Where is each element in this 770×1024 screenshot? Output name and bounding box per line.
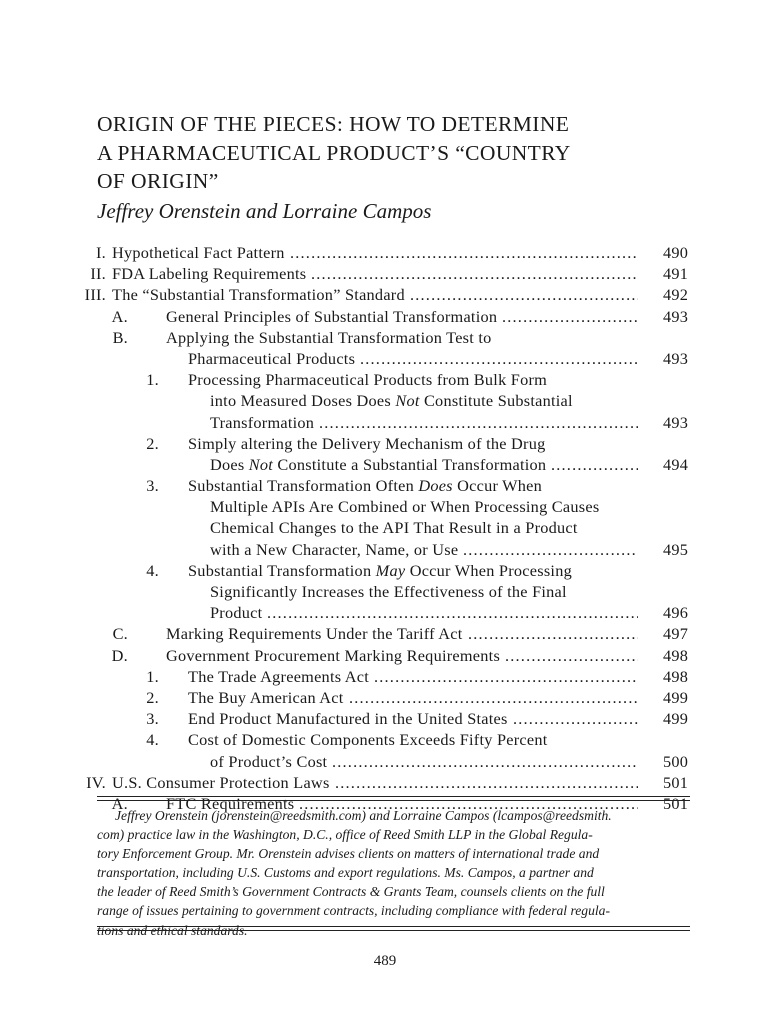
toc-entry-page: 501	[663, 793, 689, 813]
toc-row	[0, 708, 770, 729]
toc-entry-text: Transformation	[210, 412, 315, 432]
toc-row	[0, 454, 770, 475]
toc-row	[0, 390, 770, 411]
article-title	[97, 110, 697, 196]
toc-entry-text: Chemical Changes to the API That Result in a Product	[210, 518, 578, 538]
toc-entry-number: 2.	[146, 687, 159, 707]
toc-row	[0, 687, 770, 708]
toc-entry-text: The “Substantial Transformation” Standard	[112, 285, 405, 305]
toc-entry-number: 4.	[146, 560, 159, 580]
toc-entry-text: The Buy American Act	[188, 687, 344, 707]
toc-entry-number: 2.	[146, 433, 159, 453]
toc-entry-text: Simply altering the Delivery Mechanism of the Drug	[188, 433, 546, 453]
toc-entry-number: 1.	[146, 370, 159, 390]
footnote-line: tory Enforcement Group. Mr. Orenstein advises clients on matters of international trade and	[97, 846, 600, 862]
title-line: ORIGIN OF THE PIECES: HOW TO DETERMINE	[97, 112, 570, 136]
toc-row	[0, 475, 770, 496]
toc-entry-page: 499	[663, 687, 689, 707]
toc-entry-page: 498	[663, 666, 689, 686]
toc-entry-emphasis: Does	[418, 476, 453, 496]
toc-entry-text: Marking Requirements Under the Tariff Act	[166, 624, 463, 644]
toc-entry-page: 493	[663, 348, 689, 368]
toc-row	[0, 242, 770, 263]
toc-row	[0, 623, 770, 644]
toc-entry-number: I.	[96, 243, 106, 262]
toc-entry-text: Pharmaceutical Products	[188, 348, 356, 368]
toc-row	[0, 517, 770, 538]
toc-entry-page: 492	[663, 285, 689, 305]
author-footnote	[97, 806, 690, 940]
toc-entry-page: 493	[663, 306, 689, 326]
toc-entry-page: 490	[663, 243, 689, 262]
toc-row	[0, 581, 770, 602]
footnote-line: Jeffrey Orenstein (jorenstein@reedsmith.com) and Lorraine Campos (lcampos@reedsmith.	[115, 808, 612, 823]
toc-entry-number: 3.	[146, 476, 159, 496]
toc-row	[0, 348, 770, 369]
article-authors: Jeffrey Orenstein and Lorraine Campos	[97, 199, 432, 223]
toc-row	[0, 263, 770, 284]
toc-entry-text: FDA Labeling Requirements	[112, 264, 307, 284]
toc-dot-leader	[410, 284, 638, 305]
table-of-contents	[0, 242, 770, 814]
toc-entry-text: End Product Manufactured in the United States	[188, 709, 508, 729]
toc-entry-number: III.	[84, 285, 106, 305]
toc-dot-leader	[290, 242, 638, 263]
toc-dot-leader	[505, 645, 638, 666]
footnote-line: transportation, including U.S. Customs and export regulations. Ms. Campos, a partner and	[97, 865, 594, 881]
toc-row	[0, 369, 770, 390]
toc-entry-page: 497	[663, 624, 689, 644]
footnote-line: range of issues pertaining to government contracts, including compliance with federal regula-	[97, 903, 610, 919]
toc-entry-page: 495	[663, 539, 689, 559]
toc-entry-page: 500	[663, 751, 689, 771]
toc-dot-leader	[311, 263, 638, 284]
toc-row	[0, 729, 770, 750]
toc-entry-text: U.S. Consumer Protection Laws	[112, 772, 330, 792]
toc-row	[0, 327, 770, 348]
toc-row	[0, 560, 770, 581]
toc-entry-page: 498	[663, 645, 689, 665]
toc-entry-number: B.	[112, 327, 128, 347]
toc-entry-number: A.	[111, 306, 128, 326]
toc-entry-page: 499	[663, 709, 689, 729]
toc-entry-number: II.	[90, 264, 106, 284]
footnote-rule-top	[97, 796, 690, 797]
toc-entry-number: 4.	[146, 730, 159, 750]
toc-row	[0, 433, 770, 454]
title-line: OF ORIGIN”	[97, 169, 219, 193]
toc-entry-text: General Principles of Substantial Transformation	[166, 306, 498, 326]
toc-dot-leader	[267, 602, 638, 623]
toc-entry-text: The Trade Agreements Act	[188, 666, 369, 686]
toc-dot-leader	[513, 708, 638, 729]
toc-entry-emphasis: May	[375, 560, 406, 580]
toc-entry-emphasis: Not	[248, 454, 274, 474]
toc-dot-leader	[551, 454, 638, 475]
toc-dot-leader	[319, 412, 638, 433]
toc-entry-text: with a New Character, Name, or Use	[210, 539, 459, 559]
toc-entry-page: 501	[663, 772, 689, 792]
toc-entry-number: IV.	[86, 772, 106, 792]
toc-row	[0, 284, 770, 305]
toc-entry-text: Hypothetical Fact Pattern	[112, 243, 285, 262]
footnote-line: the leader of Reed Smith’s Government Contracts & Grants Team, counsels clients on the full	[97, 884, 605, 900]
toc-dot-leader	[349, 687, 638, 708]
title-line: A PHARMACEUTICAL PRODUCT’S “COUNTRY	[97, 140, 571, 165]
toc-entry-text: of Product’s Cost	[210, 751, 328, 771]
toc-dot-leader	[463, 539, 638, 560]
toc-entry-text: into Measured Doses Does Not Constitute Substantial	[210, 391, 573, 411]
toc-entry-text: Applying the Substantial Transformation Test to	[166, 327, 492, 347]
footnote-rule-bottom-thin	[97, 926, 690, 927]
toc-entry-text: Significantly Increases the Effectiveness of the Final	[210, 582, 567, 601]
toc-entry-number: A.	[111, 793, 128, 813]
toc-entry-text: Substantial Transformation May Occur When Processing	[188, 560, 572, 580]
toc-entry-number: D.	[111, 645, 128, 665]
toc-entry-text: Does Not Constitute a Substantial Transformation	[210, 454, 547, 474]
toc-row	[0, 602, 770, 623]
toc-entry-page: 494	[663, 454, 689, 474]
toc-row	[0, 645, 770, 666]
toc-entry-page: 493	[663, 412, 689, 432]
toc-dot-leader	[502, 306, 638, 327]
page-number: 489	[373, 953, 397, 969]
toc-entry-text: Processing Pharmaceutical Products from Bulk Form	[188, 370, 548, 390]
toc-row	[0, 412, 770, 433]
footnote-line: com) practice law in the Washington, D.C., office of Reed Smith LLP in the Global Regula-	[97, 827, 593, 843]
toc-entry-text: Cost of Domestic Components Exceeds Fifty Percent	[188, 730, 548, 750]
toc-row	[0, 772, 770, 793]
toc-entry-number: 3.	[146, 709, 159, 729]
toc-dot-leader	[374, 666, 638, 687]
toc-entry-emphasis: Not	[395, 391, 420, 411]
toc-row	[0, 306, 770, 327]
toc-entry-text: FTC Requirements	[166, 793, 295, 813]
toc-row	[0, 666, 770, 687]
toc-entry-text: Substantial Transformation Often Does Occur When	[188, 476, 543, 496]
toc-entry-page: 496	[663, 603, 689, 623]
footnote-rule-bottom	[97, 930, 690, 931]
toc-dot-leader	[332, 751, 638, 772]
toc-entry-number: C.	[112, 624, 128, 644]
toc-row	[0, 751, 770, 772]
toc-dot-leader	[335, 772, 638, 793]
toc-dot-leader	[360, 348, 638, 369]
toc-entry-text: Multiple APIs Are Combined or When Processing Causes	[210, 497, 600, 517]
toc-row	[0, 539, 770, 560]
toc-entry-page: 491	[663, 264, 689, 284]
toc-entry-number: 1.	[146, 666, 159, 686]
footnote-line: tions and ethical standards.	[97, 922, 248, 938]
toc-row	[0, 496, 770, 517]
toc-entry-text: Government Procurement Marking Requirements	[166, 645, 501, 665]
toc-dot-leader	[468, 623, 638, 644]
toc-entry-text: Product	[210, 603, 263, 623]
footnote-rule-top-thin	[97, 800, 690, 801]
